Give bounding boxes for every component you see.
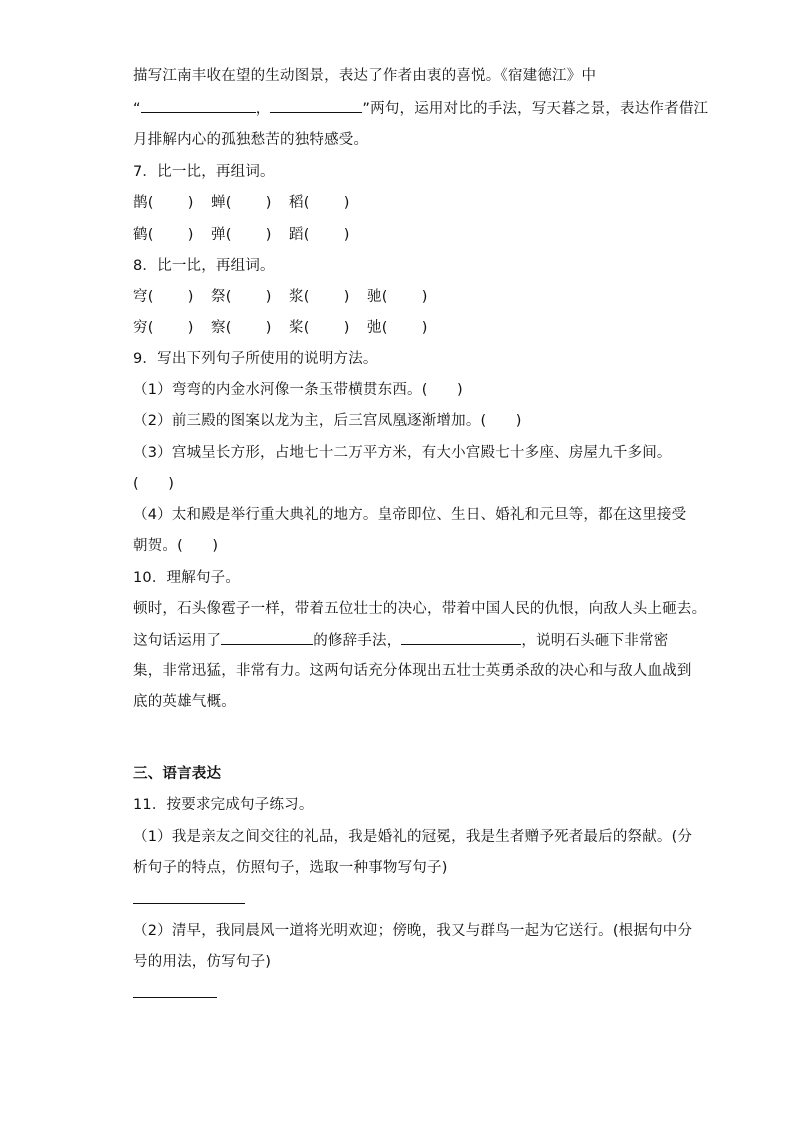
word-pair[interactable]: 穷( ) (133, 320, 194, 336)
comma: ， (255, 101, 271, 117)
text-line: 描写江南丰收在望的生动图景，表达了作者由衷的喜悦。《宿建德江》中 (133, 68, 597, 84)
word-pair[interactable]: 鹤( ) (133, 227, 194, 243)
answer-blank[interactable] (221, 630, 313, 645)
answer-blank[interactable] (401, 630, 521, 645)
word-pair[interactable]: 蝉( ) (211, 195, 272, 211)
sub-question[interactable]: （2）前三殿的图案以龙为主，后三宫凤凰逐渐增加。( ) (133, 413, 522, 429)
sub-question[interactable]: （4）太和殿是举行重大典礼的地方。皇帝即位、生日、婚礼和元旦等，都在这里接受 (133, 507, 687, 523)
word-pair[interactable]: 弛( ) (367, 320, 428, 336)
word-row (133, 225, 367, 245)
question-8: 8．比一比，再组词。 (133, 258, 275, 274)
word-pair[interactable]: 驰( ) (367, 289, 428, 305)
word-row (133, 287, 445, 307)
text-line[interactable]: 朝贺。( ) (133, 538, 219, 554)
text-line-with-blanks (133, 630, 668, 651)
word-pair[interactable]: 祭( ) (211, 289, 272, 305)
word-pair[interactable]: 稻( ) (289, 195, 350, 211)
question-10: 10．理解句子。 (133, 570, 241, 586)
question-9: 9．写出下列句子所使用的说明方法。 (133, 351, 378, 367)
text-line: 析句子的特点，仿照句子，选取一种事物写句子) (133, 860, 448, 876)
word-pair[interactable]: 察( ) (211, 320, 272, 336)
sub-question: （1）我是亲友之间交往的礼品，我是婚礼的冠冕，我是生者赠予死者最后的祭献。(分 (133, 829, 693, 845)
word-pair[interactable]: 桨( ) (289, 320, 350, 336)
sub-question[interactable]: （3）宫城呈长方形，占地七十二万平方米，有大小宫殿七十多座、房屋九千多间。 (133, 445, 672, 461)
word-row (133, 318, 445, 338)
section-heading: 三、语言表达 (133, 766, 222, 782)
word-pair[interactable]: 鹊( ) (133, 195, 194, 211)
text-fragment: ，说明石头砸下非常密 (521, 633, 669, 649)
answer-blank[interactable] (141, 98, 256, 113)
answer-line[interactable] (133, 903, 245, 904)
question-7: 7．比一比，再组词。 (133, 164, 275, 180)
text-fragment: ”两句，运用对比的手法，写天暮之景，表达作者借江 (362, 101, 709, 117)
answer-line[interactable] (133, 997, 217, 998)
answer-blank[interactable] (270, 98, 362, 113)
text-line: 月排解内心的孤独愁苦的独特感受。 (133, 132, 369, 148)
word-pair[interactable]: 浆( ) (289, 289, 350, 305)
sub-question: （2）清早，我同晨风一道将光明欢迎；傍晚，我又与群鸟一起为它送行。(根据句中分 (133, 923, 693, 939)
open-quote: “ (133, 101, 141, 117)
sub-question[interactable]: （1）弯弯的内金水河像一条玉带横贯东西。( ) (133, 382, 463, 398)
text-line: 底的英雄气概。 (133, 694, 236, 710)
quoted-sentence: 顿时，石头像雹子一样，带着五位壮士的决心，带着中国人民的仇恨，向敌人头上砸去。 (133, 601, 707, 617)
word-pair[interactable]: 蹈( ) (289, 227, 350, 243)
text-line: 集，非常迅猛，非常有力。这两句话充分体现出五壮士英勇杀敌的决心和与敌人血战到 (133, 663, 692, 679)
text-fragment: 这句话运用了 (133, 633, 222, 649)
word-row (133, 193, 367, 213)
text-line-with-blanks (133, 98, 708, 119)
text-line: 号的用法，仿写句子) (133, 954, 272, 970)
question-11: 11．按要求完成句子练习。 (133, 797, 314, 813)
text-fragment: 的修辞手法， (313, 633, 402, 649)
answer-parens[interactable]: ( ) (133, 476, 175, 492)
word-pair[interactable]: 穹( ) (133, 289, 194, 305)
word-pair[interactable]: 弹( ) (211, 227, 272, 243)
